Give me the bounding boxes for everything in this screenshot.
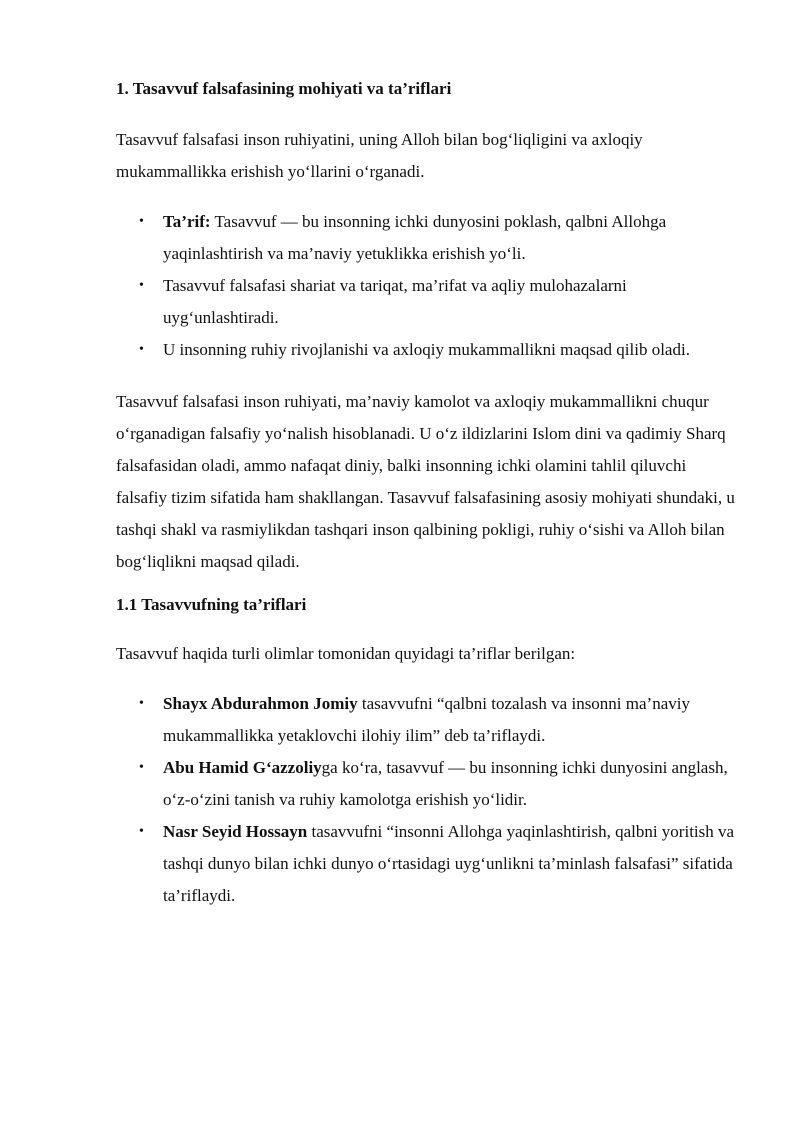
list-item bbox=[139, 206, 740, 270]
section-intro-paragraph: Tasavvuf falsafasi inson ruhiyatini, uning Alloh bilan bog‘liqligini va axloqiy mukammallikka erishish yo‘llarini o‘rganadi. bbox=[116, 130, 643, 181]
scholar-definition-list bbox=[116, 688, 740, 912]
list-item bbox=[139, 334, 740, 366]
bullet-icon: • bbox=[139, 696, 144, 711]
bullet-icon: • bbox=[139, 760, 144, 775]
list-item-text: ga ko‘ra, tasavvuf — bu insonning ichki dunyosini anglash, o‘z-o‘zini tanish va ruhiy kamolotga erishish yo‘lidir. bbox=[163, 758, 728, 809]
bullet-icon: • bbox=[139, 824, 144, 839]
bullet-icon: • bbox=[139, 278, 144, 293]
list-item-text: Tasavvuf — bu insonning ichki dunyosini poklash, qalbni Allohga yaqinlashtirish va ma’naviy yetuklikka erishish yo‘li. bbox=[163, 212, 667, 263]
bullet-icon: • bbox=[139, 214, 144, 229]
list-item-text: tasavvufni “qalbni tozalash va insonni ma’naviy mukammallikka yetaklovchi ilohiy ilim” deb ta’riflaydi. bbox=[163, 694, 690, 745]
subsection-heading: 1.1 Tasavvufning ta’riflari bbox=[116, 595, 307, 614]
list-item bbox=[139, 270, 740, 334]
definition-list bbox=[116, 206, 740, 366]
list-item bbox=[139, 752, 740, 816]
bullet-icon: • bbox=[139, 342, 144, 357]
list-item-text: U insonning ruhiy rivojlanishi va axloqiy mukammallikni maqsad qilib oladi. bbox=[163, 340, 690, 359]
subsection-intro-paragraph: Tasavvuf haqida turli olimlar tomonidan quyidagi ta’riflar berilgan: bbox=[116, 644, 576, 663]
body-paragraph: Tasavvuf falsafasi inson ruhiyati, ma’naviy kamolot va axloqiy mukammallikni chuqur o‘rganadigan falsafiy yo‘nalish hisoblanadi. U o‘z ildizlarini Islom dini va qadimiy Sharq falsafasidan oladi, ammo nafaqat diniy, balki insonning ichki olamini tahlil qiluvchi falsafiy tizim sifatida ham shakllangan. Tasavvuf falsafasining asosiy mohiyati shundaki, u tashqi shakl va rasmiylikdan tashqari inson qalbining pokligi, ruhiy o‘sishi va Alloh bilan bog‘liqlikni maqsad qiladi. bbox=[116, 392, 735, 571]
list-item-bold: Ta’rif: bbox=[163, 212, 211, 231]
section-heading: 1. Tasavvuf falsafasining mohiyati va ta’riflari bbox=[116, 79, 452, 98]
list-item-bold: Shayx Abdurahmon Jomiy bbox=[163, 694, 358, 713]
list-item bbox=[139, 688, 740, 752]
list-item-text: tasavvufni “insonni Allohga yaqinlashtirish, qalbni yoritish va tashqi dunyo bilan ichki dunyo o‘rtasidagi uyg‘unlikni ta’minlash falsafasi” sifatida ta’riflaydi. bbox=[163, 822, 735, 905]
list-item-bold: Abu Hamid G‘azzoliy bbox=[163, 758, 322, 777]
list-item-bold: Nasr Seyid Hossayn bbox=[163, 822, 308, 841]
list-item-text: Tasavvuf falsafasi shariat va tariqat, ma’rifat va aqliy mulohazalarni uyg‘unlashtiradi. bbox=[163, 276, 627, 327]
list-item bbox=[139, 816, 740, 912]
